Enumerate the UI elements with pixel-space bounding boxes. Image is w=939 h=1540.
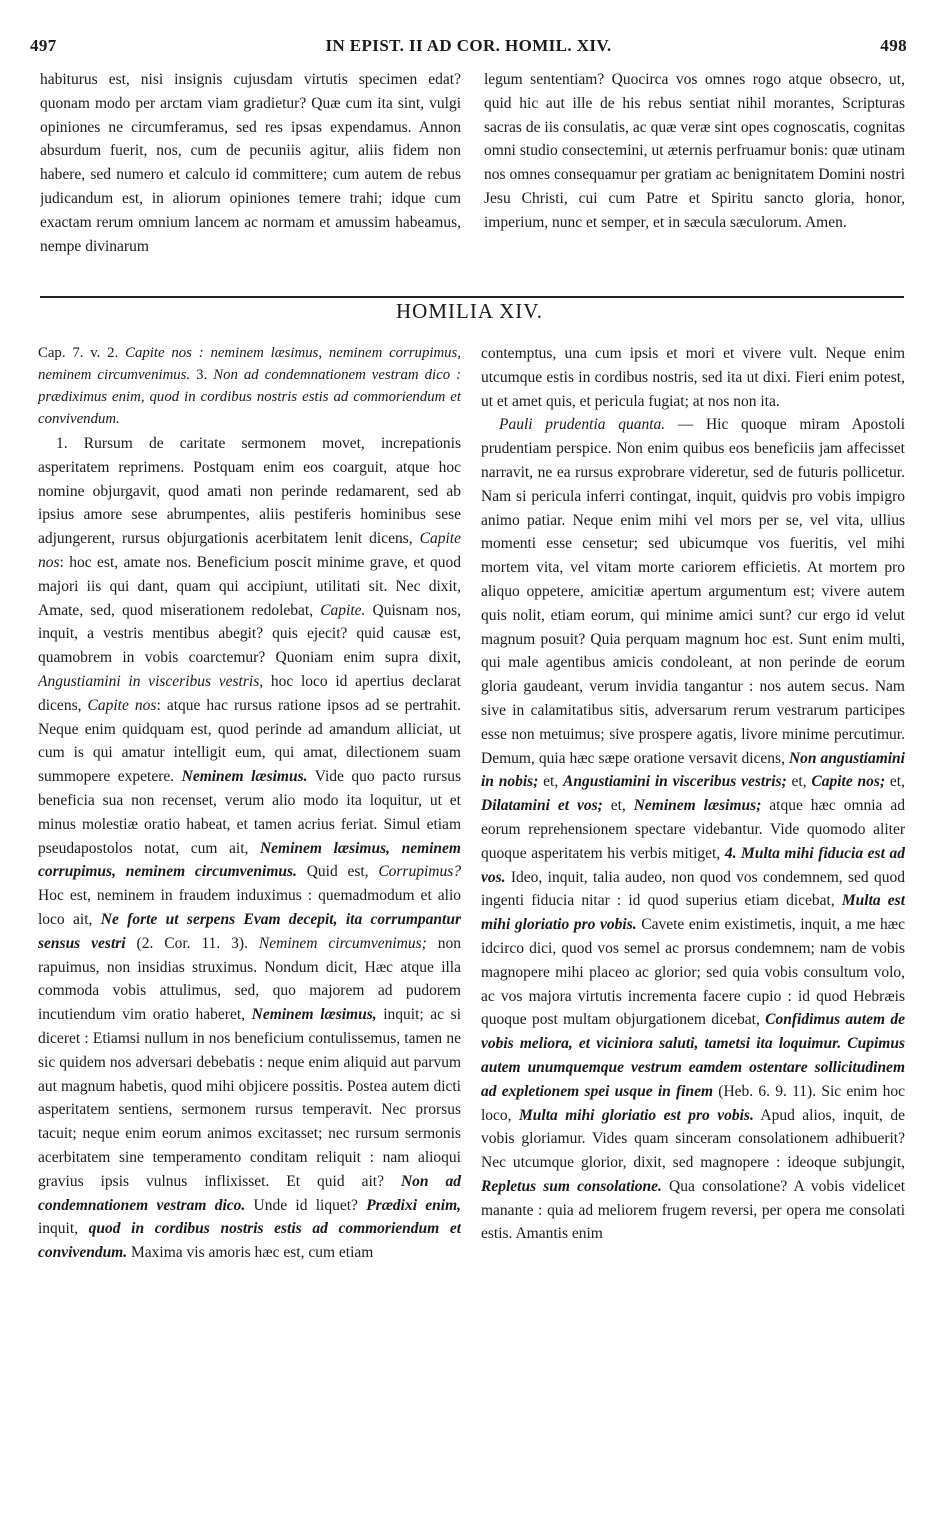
emphasized-quote: Multa est mihi gloriatio pro vobis. bbox=[481, 892, 905, 934]
text-run: Unde id liquet? bbox=[245, 1196, 367, 1214]
text-run: et, bbox=[602, 797, 634, 815]
italic-quote: Pauli prudentia quanta. bbox=[499, 416, 666, 434]
text-run: Quisnam nos, inquit, a vestris mentibus abegit? quis ejecit? quid causæ est, quamobrem in vobis coarctemur? Quoniam enim supra dixit, bbox=[38, 601, 461, 667]
text-run: et, bbox=[786, 773, 812, 791]
text-run: inquit; ac si diceret : Etiamsi nullum in nos beneficium contulissemus, tamen ne sic quidem nos adversari debebatis : neque enim aliquid aut parvum aut magnum habetis, quod mihi objicere possitis. Postea autem dicti asperitatem sentiens, sermonem rursus temperavit. Nec prorsus tacuit; neque enim eorum animos excitasset; nec rursum sermonis acerbitatem sine temperamento conditam reliquit : nam alioqui gravius ipsis vulnus inflixisset. Et quid ait? bbox=[38, 1006, 461, 1190]
section-divider bbox=[40, 296, 904, 298]
text-run: : atque hac rursus ratione ipsos ad se pertrahit. Neque enim quidquam est, quod perinde ad amandum alliciat, ut cum is qui amatur intelligit eum, qui amat, dilectionem suam summopere expetere. bbox=[38, 696, 461, 786]
text-run: et, bbox=[885, 773, 905, 791]
running-title: IN EPIST. II AD COR. HOMIL. XIV. bbox=[325, 36, 612, 55]
summary-verse-ref-3: 3. bbox=[196, 367, 208, 383]
top-left-column bbox=[40, 68, 461, 280]
italic-quote: Capite nos bbox=[87, 696, 157, 714]
top-right-paragraph: legum sententiam? Quocirca vos omnes rogo atque obsecro, ut, quid hic aut ille de his rebus sentiat nihil morantes, Scripturas sacras de iis consulatis, ac quæ veræ sint opes cognoscatis, cognitas omni studio consectemini, ut æternis perfruamur bonis: quæ utinam nos omnes consequamur per gratiam ac benignitatem Domini nostri Jesu Christi, cui cum Patre et Spiritu sancto gloria, honor, imperium, nunc et semper, et in sæcula sæculorum. Amen. bbox=[484, 71, 905, 231]
summary-verse-ref: Cap. 7. v. 2. bbox=[38, 345, 119, 361]
text-run: 1. Rursum de caritate sermonem movet, increpationis asperitatem reprimens. Postquam enim eos coarguit, atque hoc nomine objurgavit, quod amati non perinde redamarent, sed ab ipsius amore sese abrumpentes, aliis pestiferis hominibus sese adjungerent, rursus objurgationis acerbitatem lenit dicens, bbox=[38, 435, 461, 548]
text-run: : hoc est, amate nos. Beneficium poscit minime grave, et quod majori iis qui dant, quam qui accipiunt, utilitati sit. Nec dixit, Amate, sed, quod miserationem redolebat, bbox=[38, 553, 461, 619]
homily-title: HOMILIA XIV. bbox=[396, 299, 543, 323]
bottom-right-column bbox=[481, 342, 905, 1532]
text-run: et, bbox=[538, 773, 564, 791]
top-right-column bbox=[484, 68, 905, 280]
emphasized-quote: Capite nos; bbox=[811, 773, 886, 791]
emphasized-quote: 4. Multa mihi fiducia est ad vos. bbox=[481, 844, 905, 886]
text-run: inquit, bbox=[38, 1220, 89, 1238]
emphasized-quote: Repletus sum consolatione. bbox=[481, 1177, 662, 1195]
text-run: Quid est, bbox=[296, 863, 379, 881]
emphasized-quote: quod in cordibus nostris estis ad commoriendum et convivendum. bbox=[38, 1220, 461, 1262]
text-run: Apud alios, inquit, de vobis gloriamur. Vides quam sinceram consolationem adhibuerit? Nec utcumque glorior, dixit, sed magnopere : ideoque subjungit, bbox=[481, 1106, 905, 1172]
italic-quote: Capite nos bbox=[38, 530, 461, 571]
text-run: (2. Cor. 11. 3). bbox=[125, 934, 259, 952]
right-body-paragraph-2 bbox=[481, 413, 905, 1246]
text-run: atque hæc omnia ad eorum reprehensionem spectare videbantur. Vide quomodo aliter quoque asperitatem his verbis mitiget, bbox=[481, 797, 905, 862]
italic-quote: Neminem circumvenimus; bbox=[258, 934, 427, 952]
page-number-left: 497 bbox=[30, 36, 57, 55]
emphasized-quote: Non ad condemnationem vestram dico. bbox=[38, 1172, 461, 1214]
text-run: Ideo, inquit, talia audeo, non quod vos condemnem, sed quod ingenti fiducia nitar : id quod superius etiam dicebat, bbox=[481, 868, 905, 910]
text-run: Maxima vis amoris hæc est, cum etiam bbox=[127, 1244, 374, 1262]
text-run: Cavete enim existimetis, inquit, a me hæc idcirco dici, quod vos semel ac prorsus condemnem; nam de vobis magnopere mihi placeo ac glorior; sed quia vobis consultum volo, ac vos majora virtutis incrementa facere cupio : id quod Hebræis quoque post multam objurgationem dicebat, bbox=[481, 916, 905, 1029]
text-run: contemptus, una cum ipsis et mori et vivere vult. Neque enim utcumque estis in cordibus nostris, sed ita ut dixi. Fieri enim potest, ut et amet quis, et pericula fugiat; at nos non ita. bbox=[481, 345, 905, 410]
bottom-left-column bbox=[38, 342, 461, 1532]
right-body-paragraph-1 bbox=[481, 342, 905, 413]
emphasized-quote: Ne forte ut serpens Evam decepit, ita corrumpantur sensus vestri bbox=[38, 910, 461, 952]
text-run: — Hic quoque miram Apostoli prudentiam perspice. Non enim quibus eos beneficiis jam affecisset narravit, ne ea rursus exprobrare videretur, sed de futuris pollicetur. Nam si pericula inferri contingat, inquit, quidvis pro vobis impigro animo patiar. Neque enim mihi vel mors per se, vel vita, ullius momenti esse censetur; sed ubicumque vos fueritis, vel mihi mortem vita, vel vitam morte cariorem efficietis. At mortem pro aliquo oppetere, amicitiæ apertum argumentum est; vivere autem quis nolit, etiam eorum, qui minime amici sunt? cur ergo id velut magnum posuit? Quia perquam magnum hoc est. Sunt enim multi, qui male agentibus amicis condoleant, at non perinde de eorum gloria gaudeant, verum invidia tangantur : nos autem secus. Nam sive in calamitatibus sitis, adversarum rerum vestrarum participes esse non metuimus; sive prospere agatis, livore minime percutimur. Demum, quia hæc sæpe oratione versavit dicens, bbox=[481, 416, 905, 767]
summary-text-2: Non ad condemnationem vestram dico : prædiximus enim, quod in cordibus nostris estis ad commoriendum et convivendum. bbox=[38, 367, 461, 427]
emphasized-quote: Neminem læsimus. bbox=[181, 768, 308, 786]
text-run: (Heb. 6. 9. 11). Sic enim hoc loco, bbox=[481, 1082, 905, 1124]
italic-quote: Corrupimus? bbox=[378, 863, 461, 881]
emphasized-quote: Angustiamini in visceribus vestris; bbox=[563, 773, 787, 791]
emphasized-quote: Non angustiamini in nobis; bbox=[481, 749, 905, 791]
emphasized-quote: Neminem læsimus, bbox=[251, 1006, 377, 1024]
emphasized-quote: Multa mihi gloriatio est pro vobis. bbox=[519, 1106, 754, 1124]
text-run: hoc loco id apertius declarat dicens, bbox=[38, 672, 461, 714]
italic-quote: Capite. bbox=[320, 601, 366, 619]
emphasized-quote: Neminem læsimus, neminem corrupimus, neminem circumvenimus. bbox=[38, 839, 461, 881]
summary-text: Capite nos : neminem læsimus, neminem corrupimus, neminem circumvenimus. bbox=[38, 345, 461, 383]
text-run: Qua consolatione? A vobis videlicet manante : quia ad meliorem frugem reversi, per opera me consolati estis. Amantis enim bbox=[481, 1177, 905, 1243]
top-left-paragraph: habiturus est, nisi insignis cujusdam virtutis specimen edat? quonam modo per arctam viam gradietur? Quæ cum ita sint, vulgi opiniones ne circumferamus, sed res ipsas expendamus. Annon absurdum fuerit, nos, cum de pecuniis agitur, aliis fidem non habere, sed numero et calculo id committere; cum autem de rebus judicandum est, in aliorum opiniones temere trahi; idque cum exactam rerum omnium lancem ac normam et amussim habeamus, nempe divinarum bbox=[40, 71, 461, 255]
emphasized-quote: Neminem læsimus; bbox=[633, 797, 762, 815]
chapter-summary bbox=[38, 342, 461, 430]
left-body-paragraph bbox=[38, 432, 461, 1265]
emphasized-quote: Confidimus autem de vobis meliora, et viciniora saluti, tametsi ita loquimur. Cupimus autem unumquemque vestrum eamdem ostentare sollicitudinem ad expletionem spei usque in finem bbox=[481, 1011, 905, 1100]
text-run: Hoc est, neminem in fraudem induximus : quemadmodum et alio loco ait, bbox=[38, 887, 461, 928]
running-head bbox=[30, 36, 907, 60]
emphasized-quote: Dilatamini et vos; bbox=[481, 797, 603, 815]
italic-quote: Angustiamini in visceribus vestris, bbox=[38, 672, 264, 690]
page-number-right: 498 bbox=[880, 36, 907, 55]
emphasized-quote: Prædixi enim, bbox=[366, 1196, 461, 1214]
text-run: Vide quo pacto rursus beneficia sua non recenset, verum alio modo ita loquitur, ut et minus molestiæ oratio habeat, et tamen acrius feriat. Simul etiam pseudapostolos notat, cum ait, bbox=[38, 768, 461, 857]
text-run: non rapuimus, non insidias struximus. Nondum dicit, Hæc atque illa commoda vobis attulimus, sed, quo majorem ad pudorem incutiendum vim oratio haberet, bbox=[38, 934, 461, 1024]
